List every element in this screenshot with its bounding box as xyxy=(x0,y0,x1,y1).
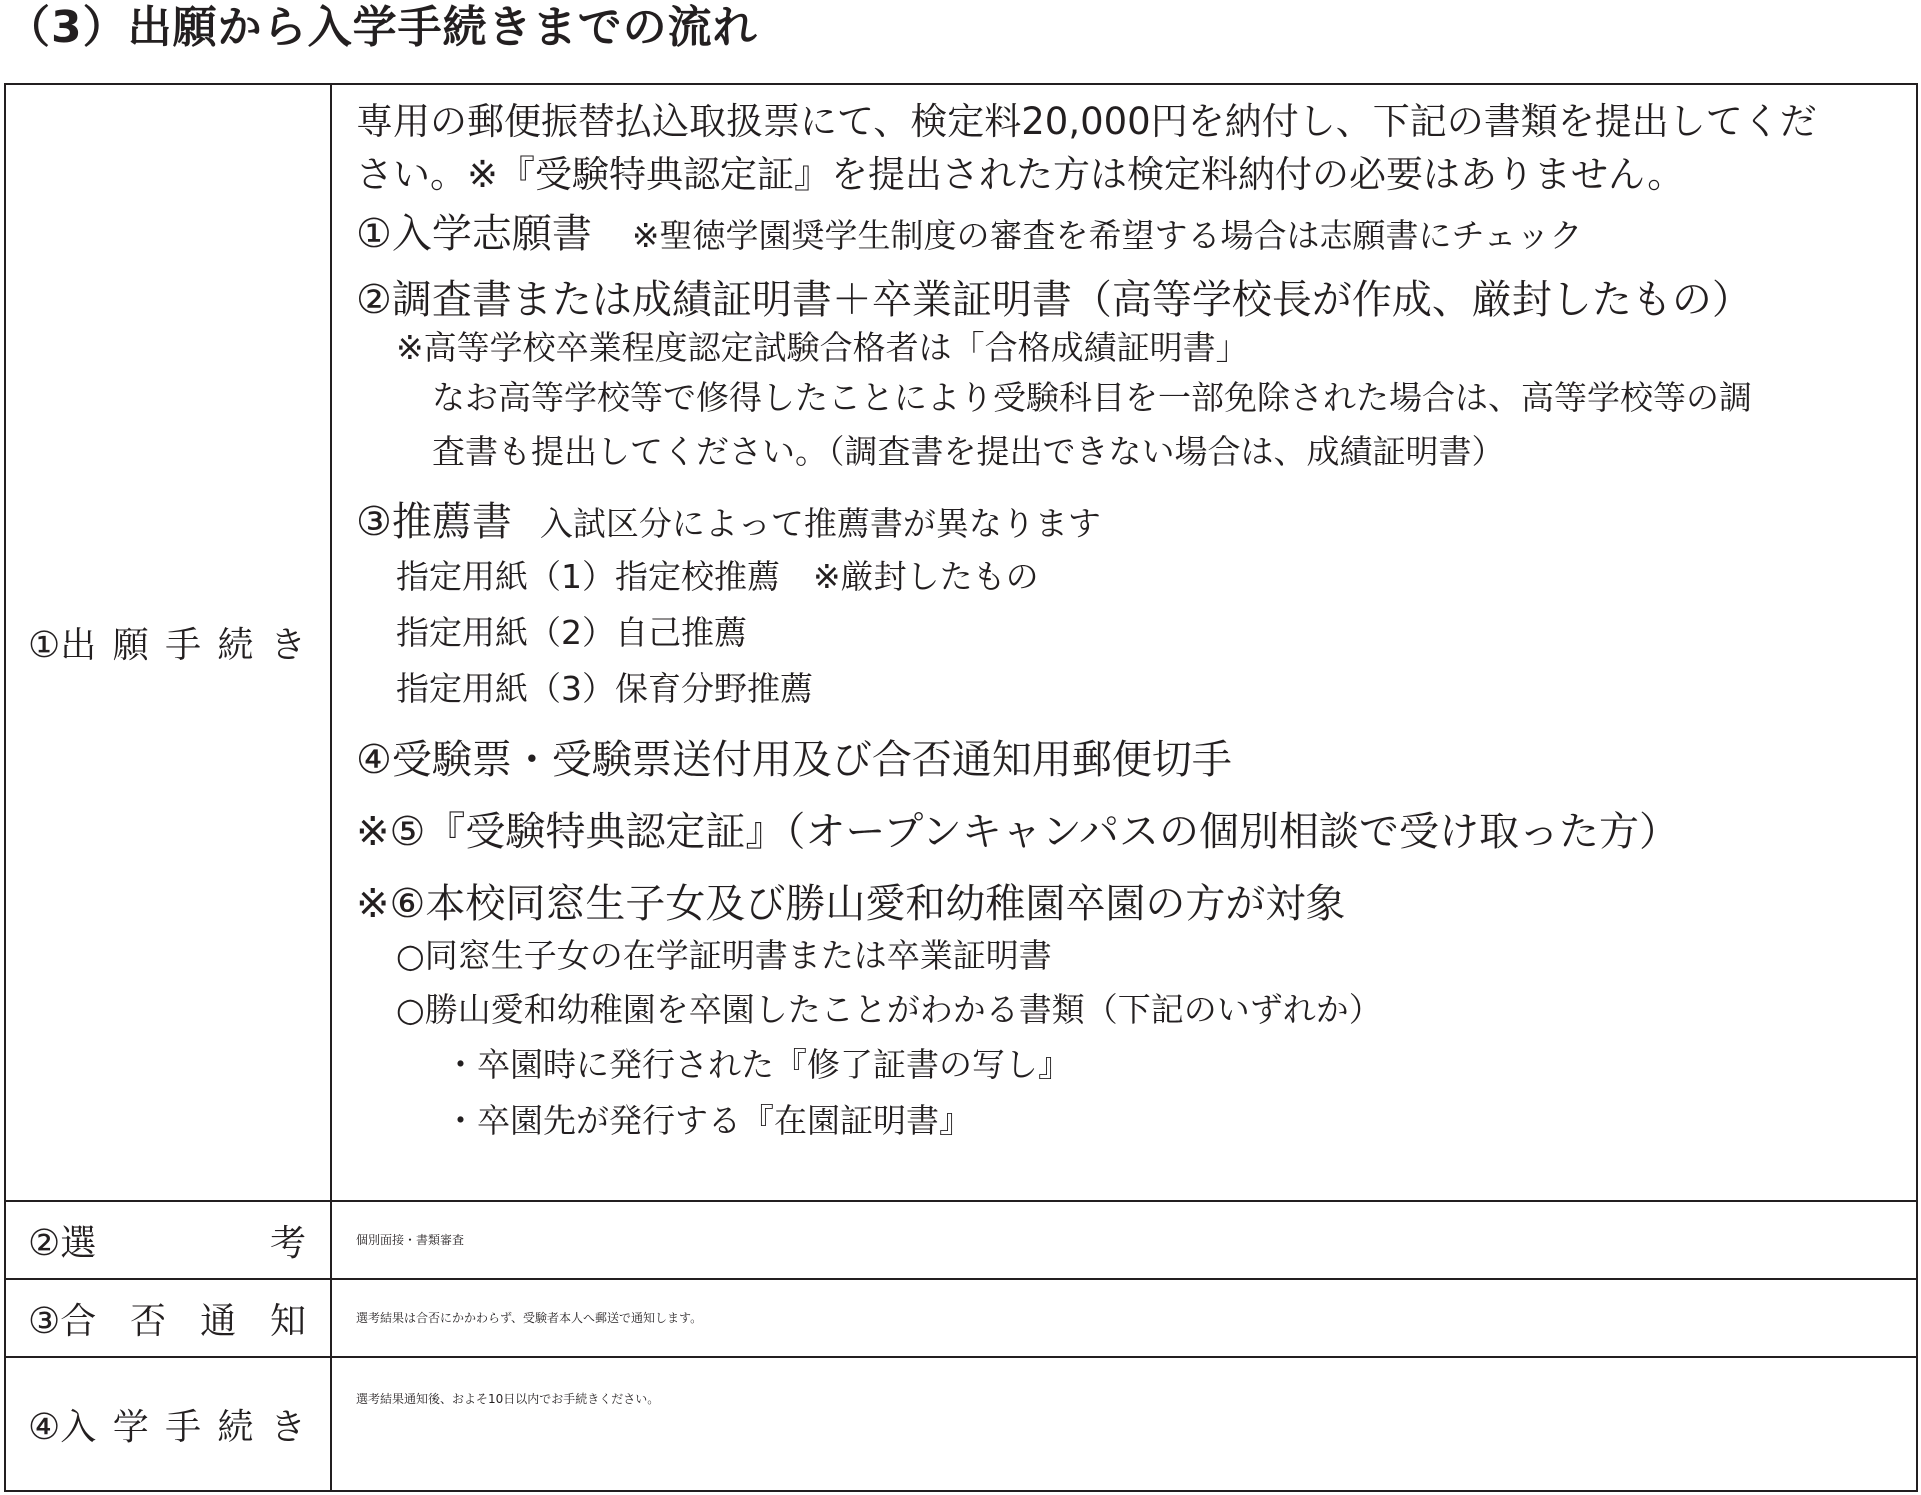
label-char: 続 xyxy=(217,1406,254,1448)
table-row xyxy=(5,1357,1917,1491)
step-label-application xyxy=(6,617,330,668)
selection-text: 個別面接・書類審査 xyxy=(356,1233,465,1247)
document-heading: ①入学志願書 xyxy=(356,211,592,257)
step-content-cell xyxy=(331,84,1917,1201)
label-char: ④入 xyxy=(28,1406,97,1448)
step-content-cell xyxy=(331,1201,1917,1279)
result-notice-text: 選考結果は合否にかかわらず、受験者本人へ郵送で通知します。 xyxy=(356,1311,703,1325)
label-char: ②選 xyxy=(28,1222,97,1264)
document-subnote: ※高等学校卒業程度認定試験合格者は「合格成績証明書」 xyxy=(396,328,1249,367)
document-note: ※聖徳学園奨学生制度の審査を希望する場合は志願書にチェック xyxy=(631,216,1583,255)
document-subnote: ○勝山愛和幼稚園を卒園したことがわかる書類（下記のいずれか） xyxy=(396,990,1382,1029)
document-subnote: なお高等学校等で修得したことにより受験科目を一部免除された場合は、高等学校等の調 xyxy=(432,378,1752,417)
label-char: き xyxy=(269,625,306,666)
table-row xyxy=(5,1201,1917,1279)
document-heading: ②調査書または成績証明書＋卒業証明書（高等学校長が作成、厳封したもの） xyxy=(356,277,1752,323)
label-char: 願 xyxy=(112,625,149,666)
label-char: 否 xyxy=(130,1300,167,1342)
application-details xyxy=(332,85,1916,1149)
label-char: 手 xyxy=(165,1406,202,1448)
document-heading: ※⑤『受験特典認定証』（オープンキャンパスの個別相談で受け取った方） xyxy=(356,809,1679,855)
intro-line: さい。※『受験特典認定証』を提出された方は検定料納付の必要はありません。 xyxy=(356,153,1685,196)
label-char: ③合 xyxy=(28,1300,97,1342)
document-subnote: 査書も提出してください。（調査書を提出できない場合は、成績証明書） xyxy=(432,432,1505,471)
document-note: 入試区分によって推薦書が異なります xyxy=(539,504,1101,543)
page-title: （3）出願から入学手続きまでの流れ xyxy=(6,2,758,53)
step-label-cell xyxy=(5,84,331,1201)
enrollment-text: 選考結果通知後、およそ10日以内でお手続きください。 xyxy=(356,1392,660,1406)
document-subnote: ・卒園先が発行する『在園証明書』 xyxy=(444,1101,972,1140)
label-char: き xyxy=(269,1406,306,1448)
label-char: 学 xyxy=(112,1406,149,1448)
label-char: 知 xyxy=(269,1300,306,1342)
step-label-result-notice xyxy=(6,1293,330,1344)
step-label-cell xyxy=(5,1201,331,1279)
document-subnote: ○同窓生子女の在学証明書または卒業証明書 xyxy=(396,936,1052,975)
document-item xyxy=(356,209,1902,261)
label-char: 続 xyxy=(217,625,254,666)
document-heading: ③推薦書 xyxy=(356,499,512,545)
step-label-enrollment xyxy=(6,1399,330,1450)
step-label-cell xyxy=(5,1357,331,1491)
step-content-cell xyxy=(331,1279,1917,1357)
document-subnote: 指定用紙（3）保育分野推薦 xyxy=(396,669,813,708)
document-subnote: 指定用紙（2）自己推薦 xyxy=(396,613,747,652)
application-flow-table xyxy=(4,83,1918,1492)
document-heading: ④受験票・受験票送付用及び合否通知用郵便切手 xyxy=(356,737,1232,783)
document-item xyxy=(356,497,1902,549)
table-row xyxy=(5,1279,1917,1357)
step-label-selection xyxy=(6,1215,330,1266)
label-char: ①出 xyxy=(28,625,97,666)
intro-line: 専用の郵便振替払込取扱票にて、検定料20,000円を納付し、下記の書類を提出してくだ xyxy=(356,100,1817,143)
label-char: 考 xyxy=(269,1222,306,1264)
label-char: 通 xyxy=(200,1300,237,1342)
step-label-cell xyxy=(5,1279,331,1357)
document-subnote: ・卒園時に発行された『修了証書の写し』 xyxy=(444,1045,1071,1084)
label-char: 手 xyxy=(165,625,202,666)
table-row xyxy=(5,84,1917,1201)
document-heading: ※⑥本校同窓生子女及び勝山愛和幼稚園卒園の方が対象 xyxy=(356,881,1346,927)
document-subnote: 指定用紙（1）指定校推薦 ※厳封したもの xyxy=(396,557,1039,596)
step-content-cell xyxy=(331,1357,1917,1491)
